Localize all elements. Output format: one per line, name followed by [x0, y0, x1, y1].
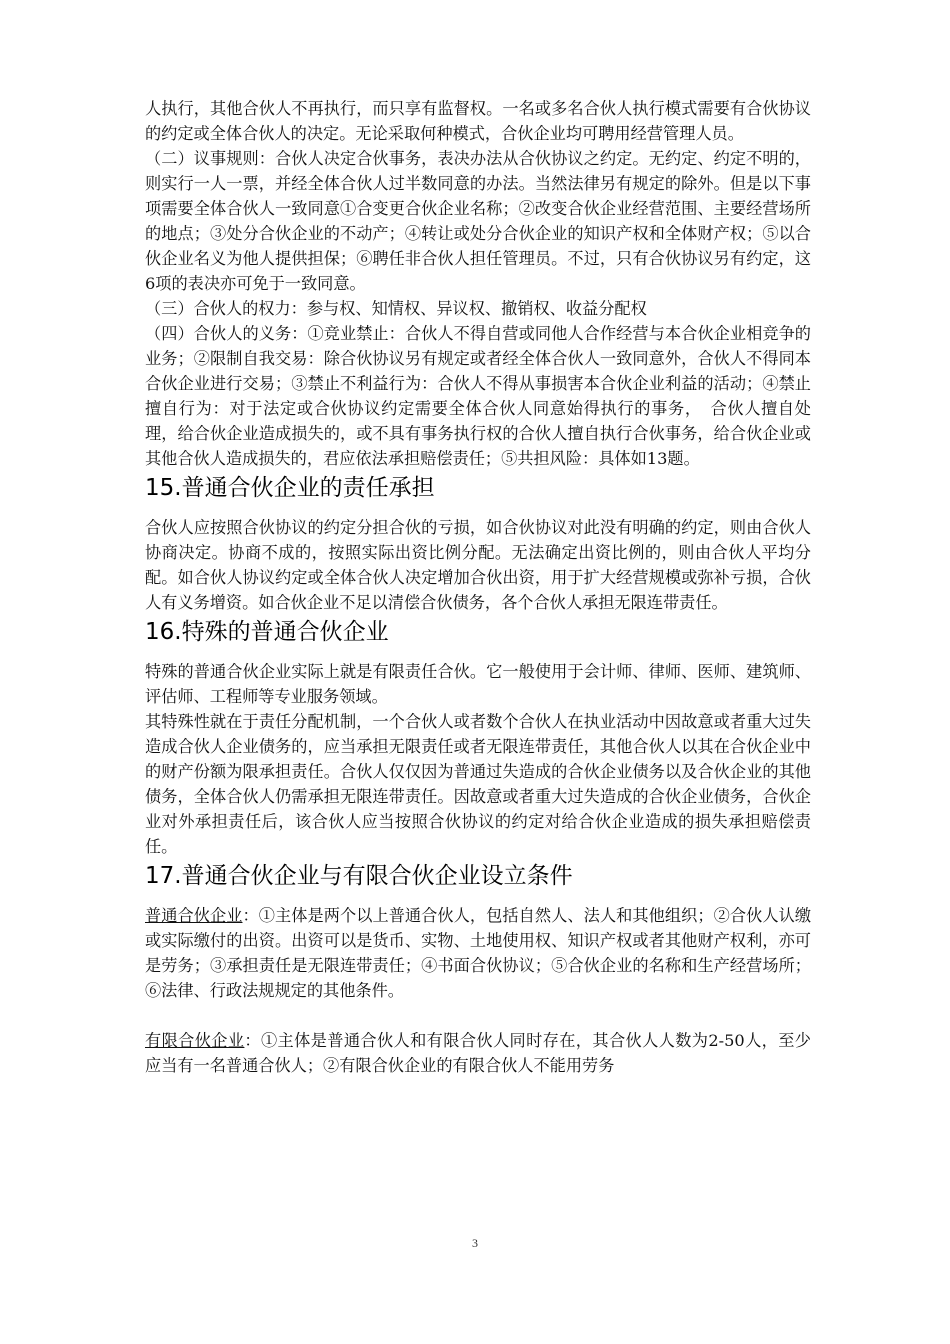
paragraph-partner-obligations: （四）合伙人的义务：①竞业禁止：合伙人不得自营或同他人合作经营与本合伙企业相竞争的业务；②限制自我交易：除合伙协议另有规定或者经全体合伙人一致同意外，合伙人不得同本合伙企业进行交易；③禁止不利益行为：合伙人不得从事损害本合伙企业利益的活动；④禁止擅自行为：对于法定或合伙协议约定需要全体合伙人同意始得执行的事务， 合伙人擅自处理，给合伙企业造成损失的，或不具有事务执行权的合伙人擅自执行合伙事务，给合伙企业或其他合伙人造成损失的，君应依法承担赔偿责任；⑤共担风险：具体如13题。	[145, 324, 811, 468]
paragraph-partner-rights: （三）合伙人的权力：参与权、知情权、异议权、撤销权、收益分配权	[145, 299, 647, 318]
document-body	[145, 96, 811, 1078]
paragraph-spacer	[145, 1003, 811, 1028]
heading-section-15: 15.普通合伙企业的责任承担	[145, 475, 435, 501]
paragraph-special-partnership-detail: 其特殊性就在于责任分配机制，一个合伙人或者数个合伙人在执业活动中因故意或者重大过失造成合伙人企业债务的，应当承担无限责任或者无限连带责任，其他合伙人以其在合伙企业中的财产份额为限承担责任。合伙人仅仅因为普通过失造成的合伙企业债务以及合伙企业的其他债务，全体合伙人仍需承担无限连带责任。因故意或者重大过失造成的合伙企业债务，合伙企业对外承担责任后，该合伙人应当按照合伙协议的约定对给合伙企业造成的损失承担赔偿责任。	[145, 712, 811, 856]
limited-partnership-label: 有限合伙企业	[145, 1031, 245, 1050]
paragraph-limited-partnership-conditions	[145, 1028, 811, 1078]
paragraph-liability-bearing: 合伙人应按照合伙协议的约定分担合伙的亏损，如合伙协议对此没有明确的约定，则由合伙人协商决定。协商不成的，按照实际出资比例分配。无法确定出资比例的，则由合伙人平均分配。如合伙人协议约定或全体合伙人决定增加合伙出资，用于扩大经营规模或弥补亏损，合伙人有义务增资。如合伙企业不足以清偿合伙债务，各个合伙人承担无限连带责任。	[145, 518, 811, 612]
heading-section-16: 16.特殊的普通合伙企业	[145, 619, 389, 645]
limited-partnership-text: ：①主体是普通合伙人和有限合伙人同时存在，其合伙人人数为2-50人，至少应当有一名普通合伙人；②有限合伙企业的有限合伙人不能用劳务	[145, 1031, 811, 1075]
paragraph-special-partnership-intro: 特殊的普通合伙企业实际上就是有限责任合伙。它一般使用于会计师、律师、医师、建筑师、评估师、工程师等专业服务领域。	[145, 662, 811, 706]
paragraph-voting-rules: （二）议事规则：合伙人决定合伙事务，表决办法从合伙协议之约定。无约定、约定不明的，则实行一人一票，并经全体合伙人过半数同意的办法。当然法律另有规定的除外。但是以下事项需要全体合伙人一致同意①合变更合伙企业名称；②改变合伙企业经营范围、主要经营场所的地点；③处分合伙企业的不动产；④转让或处分合伙企业的知识产权和全体财产权；⑤以合伙企业名义为他人提供担保；⑥聘任非合伙人担任管理员。不过，只有合伙协议另有约定，这6项的表决亦可免于一致同意。	[145, 149, 811, 293]
general-partnership-text: ：①主体是两个以上普通合伙人，包括自然人、法人和其他组织；②合伙人认缴或实际缴付的出资。出资可以是货币、实物、土地使用权、知识产权或者其他财产权利，亦可是劳务；③承担责任是无限连带责任；④书面合伙协议；⑤合伙企业的名称和生产经营场所；⑥法律、行政法规规定的其他条件。	[145, 906, 812, 1000]
paragraph-general-partnership-conditions	[145, 903, 811, 1003]
heading-section-17: 17.普通合伙企业与有限合伙企业设立条件	[145, 863, 573, 889]
page-number: 3	[472, 1236, 478, 1250]
paragraph-execution-mode: 人执行，其他合伙人不再执行，而只享有监督权。一名或多名合伙人执行模式需要有合伙协议的约定或全体合伙人的决定。无论采取何种模式，合伙企业均可聘用经营管理人员。	[145, 99, 811, 143]
general-partnership-label: 普通合伙企业	[145, 906, 243, 925]
